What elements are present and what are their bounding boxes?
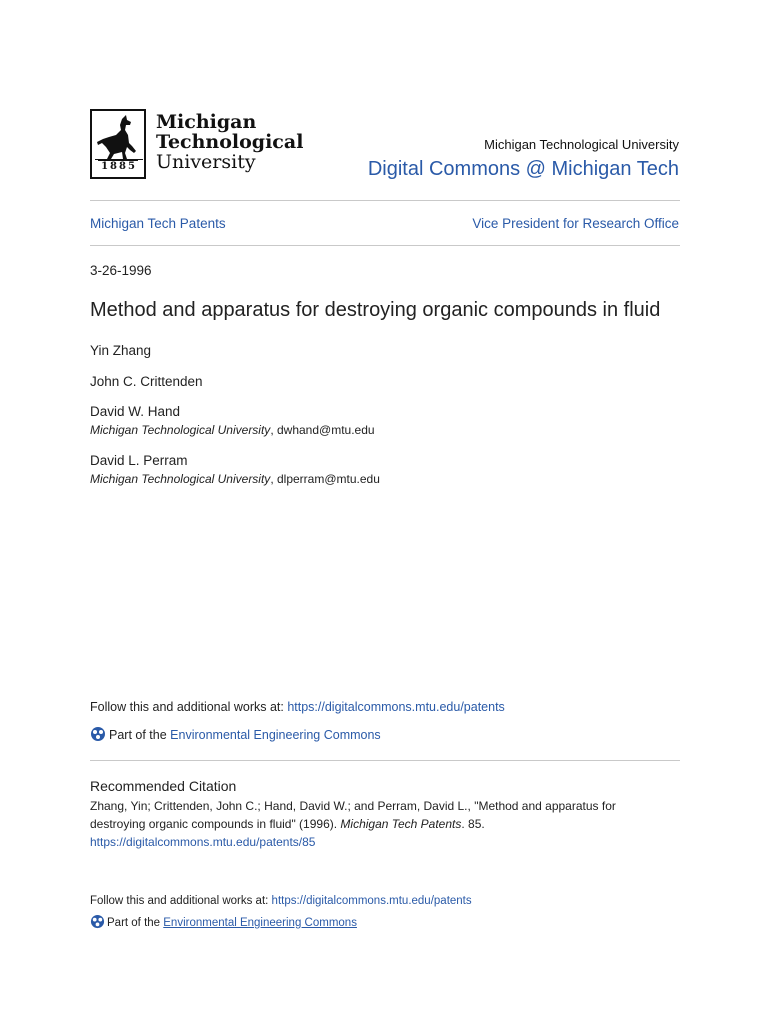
logo-wordmark — [156, 113, 303, 172]
follow-text: Follow this and additional works at: — [90, 700, 288, 714]
author-name: John C. Crittenden — [90, 374, 203, 389]
logo-year: 1885 — [95, 159, 143, 174]
affiliation-name: Michigan Technological University — [90, 423, 271, 437]
author-affiliation — [90, 472, 380, 486]
footer-follow-text: Follow this and additional works at: — [90, 895, 272, 907]
footer-follow-url-link[interactable]: https://digitalcommons.mtu.edu/patents — [271, 895, 472, 907]
follow-url-link[interactable]: https://digitalcommons.mtu.edu/patents — [287, 700, 505, 714]
citation-body: Zhang, Yin; Crittenden, John C.; Hand, David W.; and Perram, David L., "Method and apparatus for destroying organic compounds in fluid" (1996). — [90, 799, 616, 831]
author-name: David L. Perram — [90, 453, 188, 468]
divider — [90, 245, 680, 246]
citation-url-link[interactable]: https://digitalcommons.mtu.edu/patents/85 — [90, 835, 316, 849]
part-of-text: Part of the — [109, 728, 171, 742]
divider — [90, 200, 680, 201]
follow-line — [90, 700, 505, 714]
author-email: , dlperram@mtu.edu — [270, 472, 380, 486]
author-name: Yin Zhang — [90, 343, 152, 358]
commons-link[interactable]: Environmental Engineering Commons — [170, 728, 381, 742]
divider — [90, 760, 680, 761]
citation-number: . 85. — [461, 817, 485, 831]
institution-name: Michigan Technological University — [484, 137, 679, 152]
repository-link[interactable]: Digital Commons @ Michigan Tech — [367, 158, 679, 180]
network-icon — [90, 726, 106, 745]
publication-date: 3-26-1996 — [90, 263, 152, 278]
network-icon — [90, 914, 105, 932]
footer-part-of-line — [90, 914, 357, 932]
logo-line-3: University — [156, 151, 256, 173]
collection-link[interactable]: Michigan Tech Patents — [90, 216, 226, 231]
citation-text — [90, 797, 650, 851]
author-affiliation — [90, 423, 375, 437]
logo-line-1: Michigan — [156, 111, 257, 133]
footer-part-of-text: Part of the — [107, 917, 164, 929]
citation-heading: Recommended Citation — [90, 778, 237, 794]
author-email: , dwhand@mtu.edu — [270, 423, 375, 437]
affiliation-name: Michigan Technological University — [90, 472, 271, 486]
university-logo — [90, 109, 304, 183]
footer-follow-line — [90, 895, 472, 907]
husky-logo-icon — [90, 109, 146, 179]
citation-series: Michigan Tech Patents — [340, 817, 462, 831]
office-link[interactable]: Vice President for Research Office — [472, 216, 679, 231]
logo-line-2: Technological — [156, 131, 304, 153]
part-of-line — [90, 726, 381, 745]
author-name: David W. Hand — [90, 404, 181, 419]
document-title: Method and apparatus for destroying organic compounds in fluid — [90, 299, 661, 321]
footer-commons-link[interactable]: Environmental Engineering Commons — [163, 917, 357, 929]
